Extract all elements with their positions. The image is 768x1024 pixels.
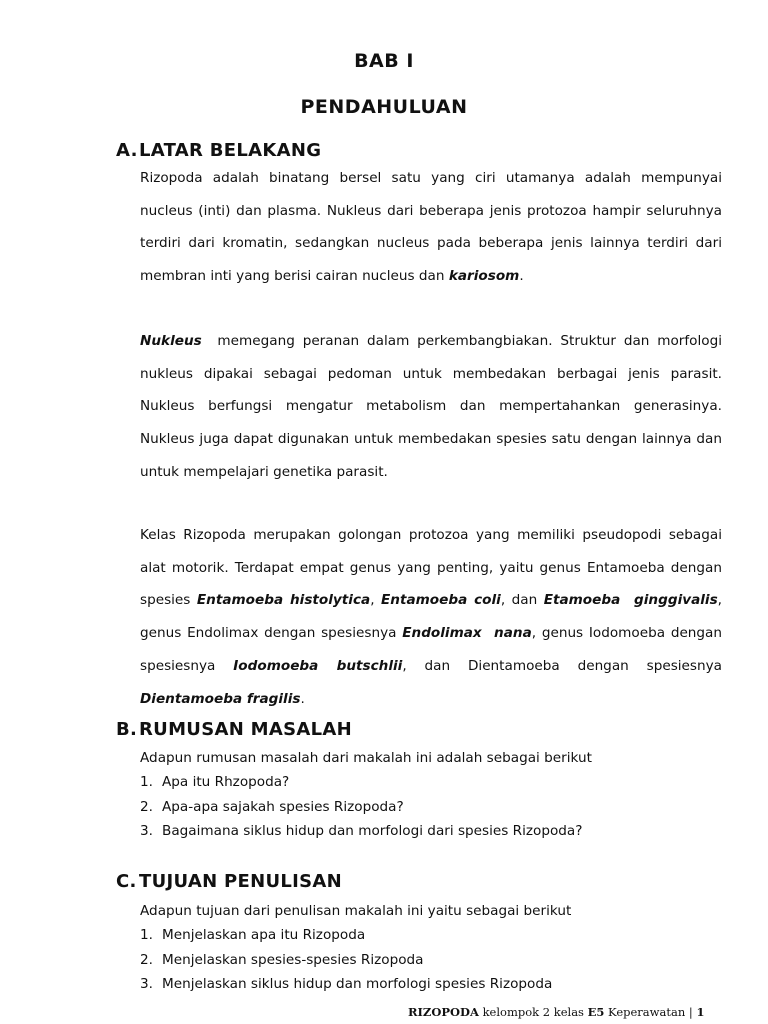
list-item-text: Apa itu Rhzopoda? <box>162 774 290 790</box>
paragraph-1-text: Rizopoda adalah binatang bersel satu yang ciri utamanya adalah mempunyai nucleus (inti) dan plasma. Nukleus dari beberapa jenis protozoa hampir seluruhnya terdiri dari kromatin, sedangkan nucleus pada beberapa jenis lainnya terdiri dari membran inti yang berisi cairan nucleus dan <box>140 170 722 285</box>
paragraph-3-text-b: , <box>370 592 381 609</box>
list-item-text: Menjelaskan spesies-spesies Rizopoda <box>162 951 424 968</box>
list-item-text: Menjelaskan siklus hidup dan morfologi spesies Rizopoda <box>162 976 553 992</box>
list-item <box>140 795 582 820</box>
section-b-list <box>140 770 582 844</box>
paragraph-2 <box>140 325 727 489</box>
paragraph-3-text-f: , dan Dientamoeba dengan spesiesnya <box>402 657 722 674</box>
list-item-number: 3. <box>140 823 153 839</box>
term-entamoeba-coli: Entamoeba coli <box>380 592 501 609</box>
footer-department: Keperawatan <box>604 1005 686 1019</box>
chapter-subtitle: PENDAHULUAN <box>300 96 468 118</box>
list-item <box>140 770 582 795</box>
list-item-number: 1. <box>140 774 153 790</box>
list-item <box>140 972 552 997</box>
list-item-text: Menjelaskan apa itu Rizopoda <box>162 927 366 943</box>
page-footer <box>408 1005 704 1019</box>
footer-class: E5 <box>587 1005 605 1019</box>
footer-title: RIZOPODA <box>408 1005 479 1019</box>
paragraph-2-text: memegang peranan dalam perkembangbiakan. Struktur dan morfologi nukleus dipakai sebagai pedoman untuk membedakan berbagai jenis parasit. Nukleus berfungsi mengatur metabolism dan mempertahankan generasinya. Nukleus juga dapat digunakan untuk membedakan spesies satu dengan lainnya dan untuk mempelajari genetika parasit. <box>140 333 727 480</box>
section-c-list <box>140 923 552 997</box>
section-b-heading <box>116 719 352 740</box>
term-dientamoeba-fragilis: Dientamoeba fragilis <box>140 690 301 707</box>
paragraph-3-text-g: . <box>300 690 305 707</box>
term-endolimax-nana: Endolimax nana <box>402 625 532 642</box>
list-item-number: 2. <box>140 798 153 815</box>
paragraph-1-end: . <box>519 268 524 285</box>
section-c-letter: C. <box>116 871 137 892</box>
paragraph-3-text-d: , genus Endolimax dengan spesiesnya <box>140 592 722 642</box>
footer-separator: | <box>685 1005 697 1019</box>
section-b-letter: B. <box>116 719 138 740</box>
list-item <box>140 948 552 973</box>
paragraph-3-text-c: , dan <box>500 592 544 609</box>
list-item-number: 2. <box>140 951 153 968</box>
section-b-title: RUMUSAN MASALAH <box>139 719 352 740</box>
list-item <box>140 819 582 844</box>
paragraph-3-text-e: , genus Iodomoeba dengan spesiesnya <box>140 625 722 674</box>
paragraph-3-text-a: Kelas Rizopoda merupakan golongan protozoa yang memiliki pseudopodi sebagai alat motorik. Terdapat empat genus yang penting, yaitu genus Entamoeba dengan spesies <box>140 527 722 609</box>
footer-text: kelompok 2 kelas <box>478 1005 588 1019</box>
list-item-text: Bagaimana siklus hidup dan morfologi dari spesies Rizopoda? <box>162 823 583 839</box>
section-c-title: TUJUAN PENULISAN <box>139 871 343 892</box>
list-item-number: 3. <box>140 976 153 992</box>
term-kariosom: kariosom <box>448 268 520 285</box>
list-item <box>140 923 552 948</box>
term-entamoeba-histolytica: Entamoeba histolytica <box>196 592 371 609</box>
page-number: 1 <box>696 1005 705 1019</box>
paragraph-3 <box>140 519 722 715</box>
section-b-intro: Adapun rumusan masalah dari makalah ini adalah sebagai berikut <box>140 750 592 766</box>
section-c-heading <box>116 871 342 892</box>
paragraph-1 <box>140 162 722 293</box>
term-nukleus: Nukleus <box>140 333 202 349</box>
list-item-number: 1. <box>140 927 153 943</box>
list-item-text: Apa-apa sajakah spesies Rizopoda? <box>162 798 404 815</box>
section-a-title: LATAR BELAKANG <box>139 140 322 161</box>
term-etamoeba-ginggivalis: Etamoeba ginggivalis <box>543 592 718 609</box>
section-a-heading <box>116 140 321 161</box>
section-a-letter: A. <box>116 140 138 161</box>
section-c-intro: Adapun tujuan dari penulisan makalah ini yaitu sebagai berikut <box>140 903 572 919</box>
term-iodomoeba-butschlii: Iodomoeba butschlii <box>233 657 403 674</box>
chapter-title: BAB I <box>354 50 414 72</box>
